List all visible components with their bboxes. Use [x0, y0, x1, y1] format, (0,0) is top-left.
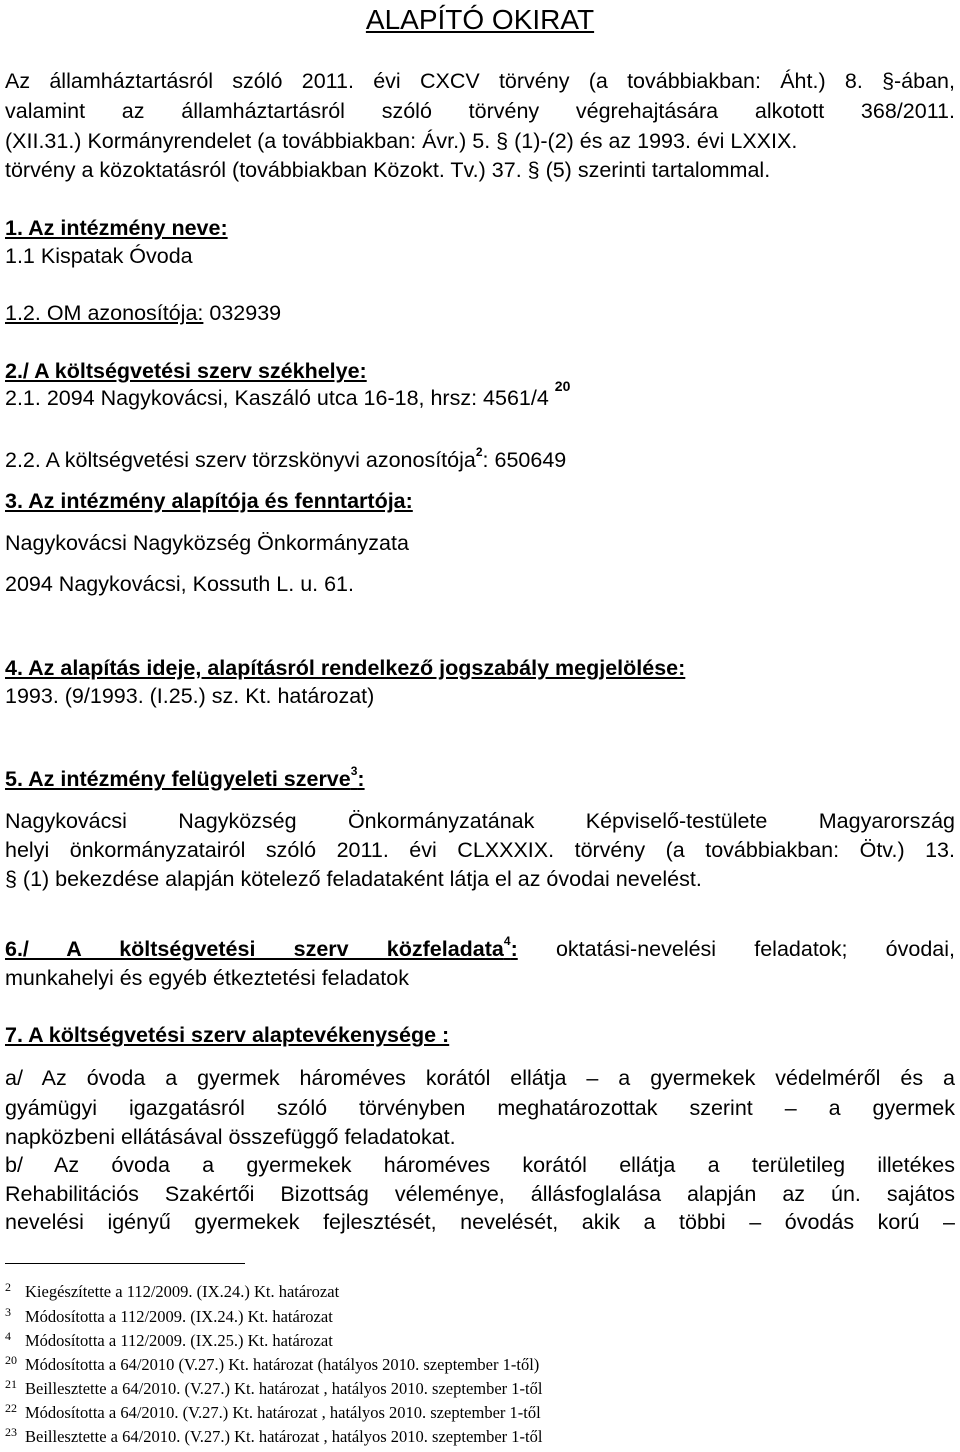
section-5-heading-text: 5. Az intézmény felügyeleti szerve	[5, 767, 351, 791]
section-6-heading	[5, 933, 518, 961]
footnote-ref: 4	[503, 933, 511, 948]
activity-b-line: b/ Az óvoda a gyermekek hároméves korától ellátja a területileg illetékes	[5, 1153, 955, 1177]
registry-id-label: 2.2. A költségvetési szerv törzskönyvi azonosítója	[5, 448, 476, 472]
footnote: 22 Módosította a 64/2010. (V.27.) Kt. határozat , hatályos 2010. szeptember 1-től	[5, 1400, 541, 1422]
public-task-text: oktatási-nevelési feladatok; óvodai,	[555, 937, 955, 961]
section-6-heading-text: 6./ A költségvetési szerv közfeladata	[5, 937, 504, 961]
section-5-heading	[5, 763, 365, 792]
intro-line: Az államháztartásról szóló 2011. évi CXCV törvény (a továbbiakban: Áht.) 8. §-ában,	[5, 69, 955, 93]
public-task-continued: munkahelyi és egyéb étkeztetési feladatok	[5, 966, 409, 990]
om-id-line	[5, 300, 281, 326]
registry-id-value: : 650649	[482, 448, 567, 472]
footnote-text: Kiegészítette a 112/2009. (IX.24.) Kt. határozat	[25, 1282, 340, 1301]
footnote: 2 Kiegészítette a 112/2009. (IX.24.) Kt. határozat	[5, 1279, 340, 1301]
section-1-heading: 1. Az intézmény neve:	[5, 216, 228, 240]
footnote-text: Módosította a 64/2010. (V.27.) Kt. határozat , hatályos 2010. szeptember 1-től	[25, 1403, 541, 1422]
supervisor-line: Nagykovácsi Nagyközség Önkormányzatának Képviselő-testülete Magyarország	[5, 809, 955, 833]
footnote-ref: 2	[475, 444, 483, 459]
activity-a-line: gyámügyi igazgatásról szóló törvényben meghatározottak szerint – a gyermek	[5, 1096, 955, 1120]
footnote: 20 Módosította a 64/2010 (V.27.) Kt. határozat (hatályos 2010. szeptember 1-től)	[5, 1352, 540, 1374]
footnote: 3 Módosította a 112/2009. (IX.24.) Kt. határozat	[5, 1304, 333, 1326]
intro-line: törvény a közoktatásról (továbbiakban Közokt. Tv.) 37. § (5) szerinti tartalommal.	[5, 158, 771, 182]
section-2-heading: 2./ A költségvetési szerv székhelye:	[5, 359, 367, 383]
intro-line: valamint az államháztartásról szóló törvény végrehajtására alkotott 368/2011.	[5, 99, 955, 123]
footnote-ref: 3	[350, 763, 358, 778]
registry-id-line	[5, 444, 567, 473]
footnote: 23 Beillesztette a 64/2010. (V.27.) Kt. határozat , hatályos 2010. szeptember 1-től	[5, 1424, 543, 1446]
activity-a-line: a/ Az óvoda a gyermek hároméves korától ellátja – a gyermekek védelméről és a	[5, 1066, 955, 1090]
footnote-text: Beillesztette a 64/2010. (V.27.) Kt. határozat , hatályos 2010. szeptember 1-től	[25, 1427, 543, 1446]
section-3-heading: 3. Az intézmény alapítója és fenntartója:	[5, 489, 413, 513]
supervisor-line: helyi önkormányzatairól szóló 2011. évi CLXXXIX. törvény (a továbbiakban: Ötv.) 13.	[5, 838, 955, 862]
footnote-text: Beillesztette a 64/2010. (V.27.) Kt. határozat , hatályos 2010. szeptember 1-től	[25, 1379, 543, 1398]
supervisor-line: § (1) bekezdése alapján kötelező feladataként látja el az óvodai nevelést.	[5, 867, 702, 891]
founder-address: 2094 Nagykovácsi, Kossuth L. u. 61.	[5, 572, 354, 596]
section-7-heading: 7. A költségvetési szerv alaptevékenysége :	[5, 1023, 450, 1047]
section-4-heading: 4. Az alapítás ideje, alapításról rendelkező jogszabály megjelölése:	[5, 656, 686, 680]
om-id-value: 032939	[209, 301, 282, 325]
activity-a-line: napközbeni ellátásával összefüggő feladatokat.	[5, 1125, 456, 1149]
section-6-heading-colon: :	[510, 937, 518, 961]
footnote-text: Módosította a 112/2009. (IX.24.) Kt. határozat	[25, 1307, 333, 1326]
seat-address-text: 2.1. 2094 Nagykovácsi, Kaszáló utca 16-18, hrsz: 4561/4	[5, 386, 549, 410]
intro-line: (XII.31.) Kormányrendelet (a továbbiakban: Ávr.) 5. § (1)-(2) és az 1993. évi LXXIX.	[5, 129, 798, 153]
activity-b-line: nevelési igényű gyermekek fejlesztését, nevelését, akik a többi – óvodás korú –	[5, 1210, 955, 1234]
footnote-separator	[5, 1263, 245, 1264]
footnote-text: Módosította a 112/2009. (IX.25.) Kt. határozat	[25, 1331, 333, 1350]
founding-resolution: 1993. (9/1993. (I.25.) sz. Kt. határozat)	[5, 684, 375, 708]
founder-name: Nagykovácsi Nagyközség Önkormányzata	[5, 531, 409, 555]
footnote: 21 Beillesztette a 64/2010. (V.27.) Kt. határozat , hatályos 2010. szeptember 1-től	[5, 1376, 543, 1398]
footnote-text: Módosította a 64/2010 (V.27.) Kt. határozat (hatályos 2010. szeptember 1-től)	[25, 1355, 540, 1374]
footnote: 4 Módosította a 112/2009. (IX.25.) Kt. határozat	[5, 1328, 333, 1350]
document-title: ALAPÍTÓ OKIRAT	[365, 4, 595, 35]
section-6-line	[5, 933, 955, 962]
institution-name: 1.1 Kispatak Óvoda	[5, 244, 193, 268]
om-id-label: 1.2. OM azonosítója:	[5, 301, 204, 325]
activity-b-line: Rehabilitációs Szakértői Bizottság véleménye, állásfoglalása alapján az ún. sajátos	[5, 1182, 955, 1206]
section-5-heading-colon: :	[357, 767, 365, 791]
footnote-ref: 20	[554, 377, 571, 394]
seat-address	[5, 377, 571, 411]
